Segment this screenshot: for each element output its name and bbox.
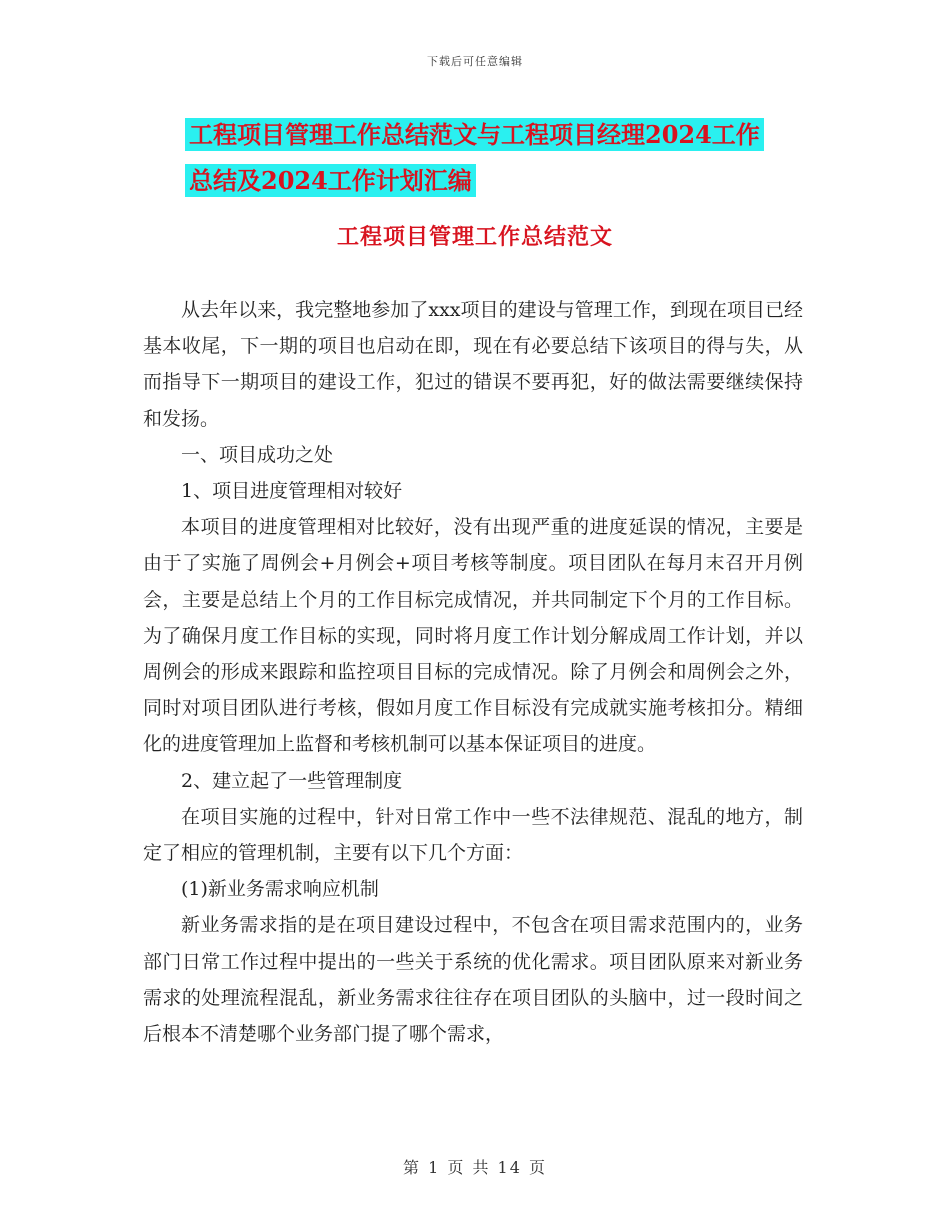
paragraph: 从去年以来，我完整地参加了xxx项目的建设与管理工作，到现在项目已经基本收尾，下一期的项目也启动在即，现在有必要总结下该项目的得与失，从而指导下一期项目的建设工作，犯过的错误不要再犯，好的做法需要继续保持和发扬。	[143, 299, 803, 430]
document-title	[185, 112, 825, 204]
subheading-progress: 1、项目进度管理相对较好	[181, 480, 403, 503]
paragraph: 本项目的进度管理相对比较好，没有出现严重的进度延误的情况，主要是由于了实施了周例会+月例会+项目考核等制度。项目团队在每月末召开月例会，主要是总结上个月的工作目标完成情况，并共同制定下个月的工作目标。为了确保月度工作目标的实现，同时将月度工作计划分解成周工作计划，并以周例会的形成来跟踪和监控项目目标的完成情况。除了月例会和周例会之外，同时对项目团队进行考核，假如月度工作目标没有完成就实施考核扣分。精细化的进度管理加上监督和考核机制可以基本保证项目的进度。	[143, 516, 803, 756]
paragraph: 新业务需求指的是在项目建设过程中，不包含在项目需求范围内的，业务部门日常工作过程中提出的一些关于系统的优化需求。项目团队原来对新业务需求的处理流程混乱，新业务需求往往存在项目团队的头脑中，过一段时间之后根本不清楚哪个业务部门提了哪个需求，	[143, 914, 803, 1046]
heading-success: 一、项目成功之处	[181, 443, 334, 466]
page-header: 下载后可任意编辑	[427, 55, 523, 68]
paragraph: 在项目实施的过程中，针对日常工作中一些不法律规范、混乱的地方，制定了相应的管理机制，主要有以下几个方面：	[143, 805, 803, 865]
section-title: 工程项目管理工作总结范文	[336, 224, 613, 250]
subheading-management: 2、建立起了一些管理制度	[181, 769, 403, 792]
title-line-2: 总结及2024工作计划汇编	[185, 164, 476, 197]
document-body	[143, 292, 803, 1052]
page-footer: 第 1 页 共 14 页	[403, 1158, 547, 1177]
subheading-new-requirements: (1)新业务需求响应机制	[181, 878, 379, 901]
title-line-1: 工程项目管理工作总结范文与工程项目经理2024工作	[185, 118, 764, 151]
